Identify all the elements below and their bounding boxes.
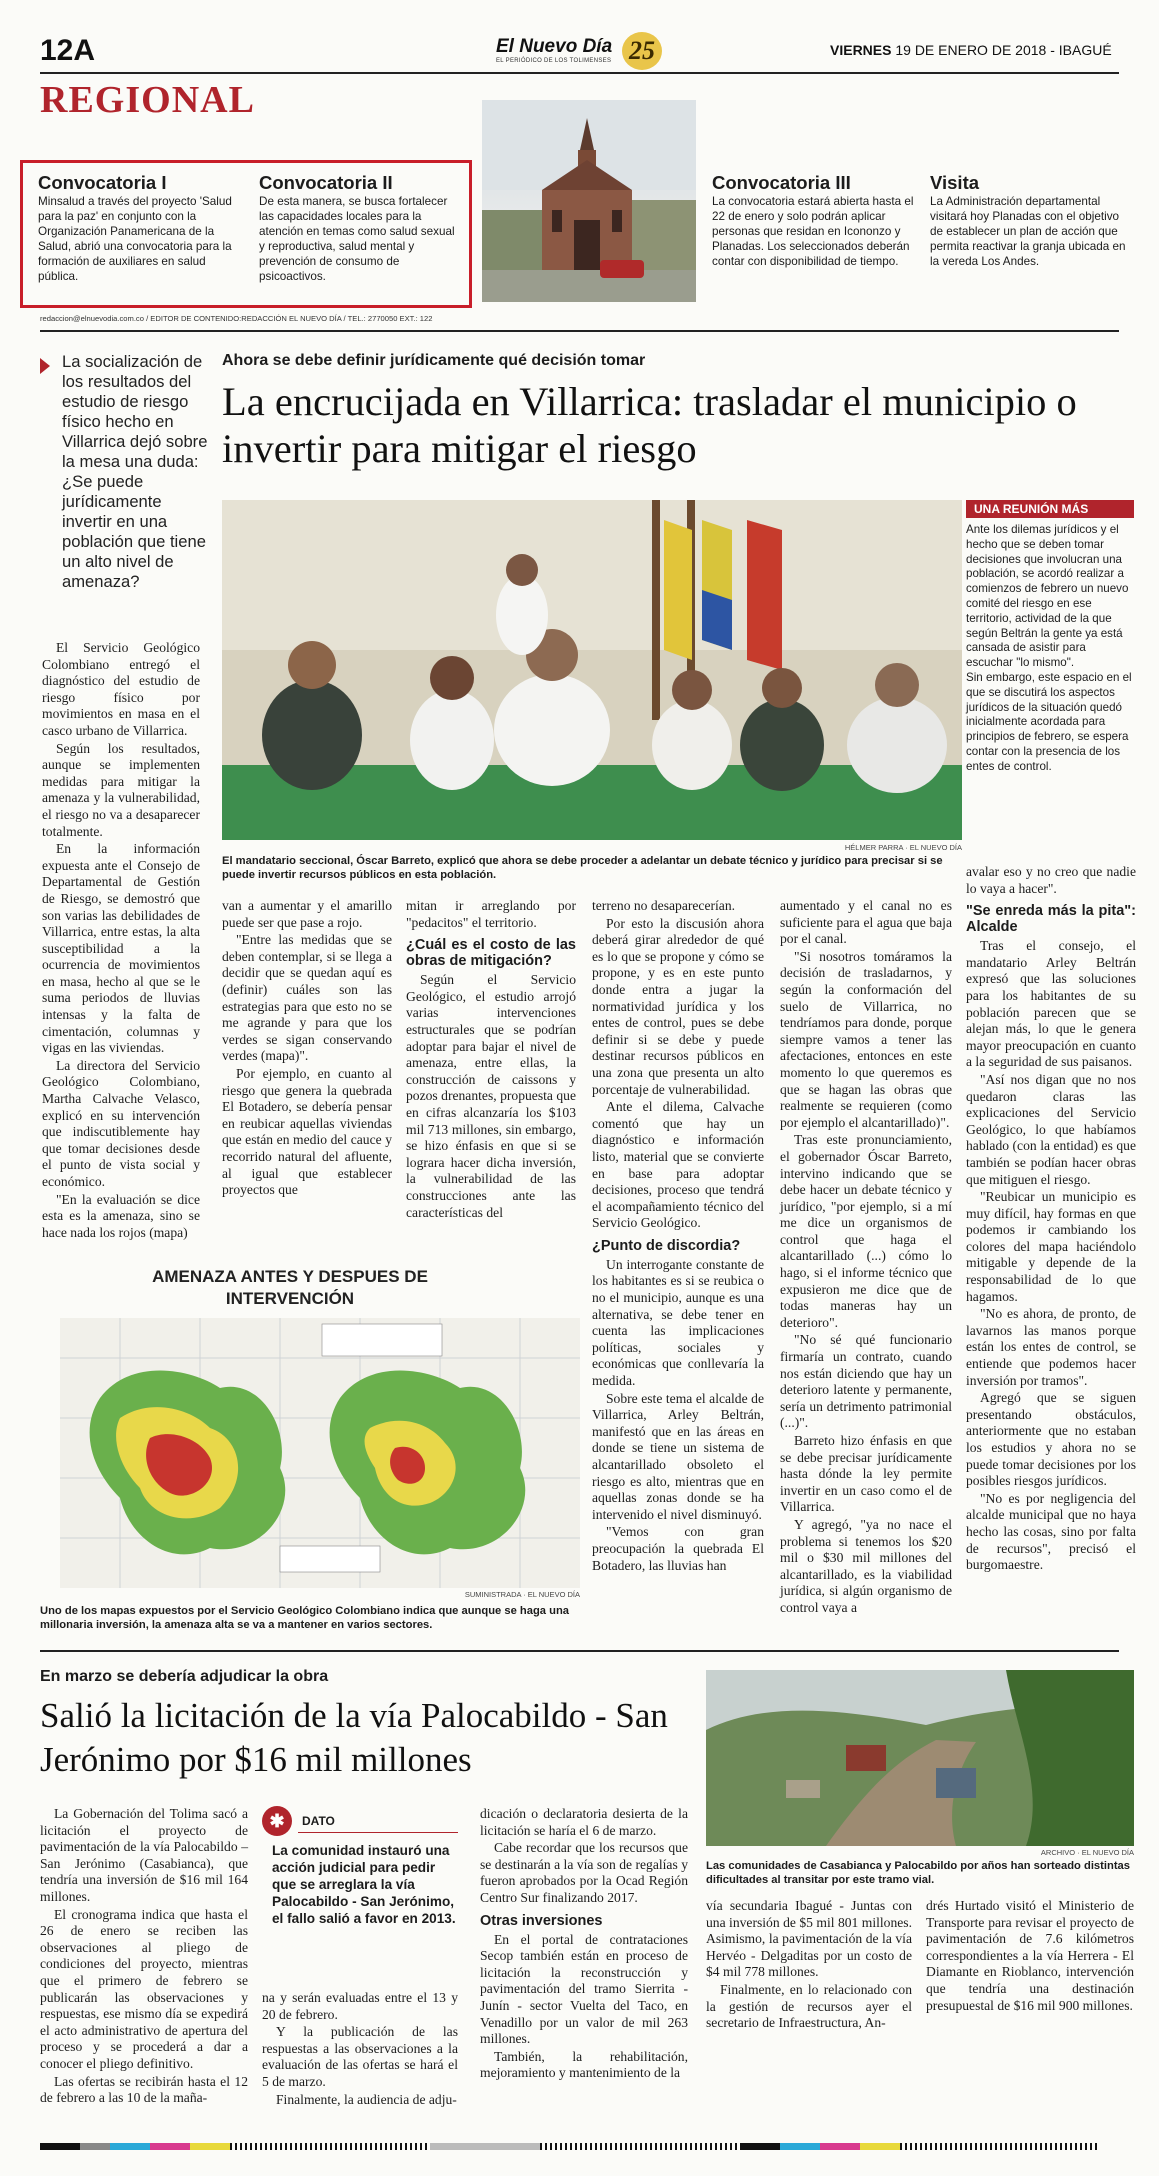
map-credit: SUMINISTRADA · EL NUEVO DÍA [464,1590,580,1599]
story1-headline: La encrucijada en Villarrica: trasladar el municipio o invertir para mitigar el riesgo [222,379,1077,471]
meeting-photo-credit: HÉLMER PARRA · EL NUEVO DÍA [844,843,962,852]
story1-col5: aumentado y el canal no es suficiente para el agua que baja por el canal. "Si nosotros tomáramos la decisión de trasladarnos, y según la conformación del suelo de Villarrica, no tendríamos para donde, porque siempre vamos a tener las afectaciones, entonces en este momento lo que queremos es que se hagan las obras que realmente se requieren (como por ejemplo el alcantarillado)". Tras este pronunciamiento, el gobernador Óscar Barreto, intervino indicando que se debe hacer un debate técnico y jurídico, "por ejemplo, si a mí me dice un organismos de control que haga el alcantarillado (...) cómo lo hago, si el informe técnico que expusieron me dice que de todas maneras hay un deterioro". "No sé qué funcionario firmaría un contrato, cuando nos están diciendo que hay un deterioro latente y permanente, sería un detrimento patrimonial (...)". Barreto hizo énfasis en que se debe precisar jurídicamente hasta dónde la ley permite invertir en un caso como el de Villarrica. Y agregó, "ya no nace el problema si tenemos los $20 mil o $30 mil millones del alcantarillado, es la viabilidad jurídica, si algún organismo de control vaya a [780,898,952,1615]
story1-col1: El Servicio Geológico Colombiano entregó el diagnóstico del estudio de riesgo físico por movimientos en masa en el casco urbano de Villarrica. Según los resultados, aunque se implementen medidas para mitigar la amenaza y la vulnerabilidad, el riesgo no va a desaparecer totalmente. En la información expuesta ante el Consejo de Departamental de Gestión de Riesgo, se demostró que son varias las debilidades de Villarrica, entre estas, la alta susceptibilidad a la ocurrencia de movimientos en masa, hecho al que se le suma periodos de lluvias intensas y la falta de cimentación, columnas y vigas en las viviendas. La directora del Servicio Geológico Colombiano, Martha Calvache Velasco, explicó en su intervención que indiscutiblemente hay que tomar decisiones desde el punto de vista social y económico. "En la evaluación se dice esta es la amenaza, sino se hace nada los rojos (mapa) [42,640,200,1240]
story2-col4: vía secundaria Ibagué - Juntas con una inversión de $5 mil 801 millones. Asimismo, la pavimentación de la vía Hervéo - Delgaditas por un costo de $4 mil 778 millones. Finalmente, en lo relacionado con la gestión de recursos ayer el secretario de Infraestructura, An- [706,1898,912,2031]
story1-summary: La socialización de los resultados del estudio de riesgo físico hecho en Villarrica dejó sobre la mesa una duda: ¿Se puede jurídicamente invertir en una población que tiene un alto nivel de amenaza? [40,352,210,592]
story1-col4: terreno no desaparecerían. Por esto la discusión ahora deberá girar alrededor de qué es lo que se propone y cómo se propone, y es en este punto donde entra a jugar la normatividad jurídica y los entes de control, pues se debe definir si se debe y puede destinar recursos públicos en una zona que presenta un alto porcentaje de vulnerabilidad. Ante el dilema, Calvache comentó que hay un diagnóstico e información listo, material que se convierte en base para adoptar decisiones, proceso que tendrá el acompañamiento técnico del Servicio Geológico. ¿Punto de discordia? Un interrogante constante de los habitantes es si se reubica o no el municipio, aunque es una alternativa, se debe tener en cuenta las implicaciones políticas, sociales y económicas que conllevaría la medida. Sobre este tema el alcalde de Villarrica, Arley Beltrán, manifestó que en las áreas en donde se tiene un sistema de alcantarillado obsoleto el riesgo es alto, mientras que en aquellas zonas donde se ha intervenido el nivel disminuyó. "Vemos con gran preocupación la quebrada El Botadero, las lluvias han [592,898,764,1573]
contact-line: redaccion@elnuevodia.com.co / EDITOR DE CONTENIDO:REDACCIÓN EL NUEVO DÍA / TEL.: 2770050 EXT.: 122 [40,314,433,323]
story2-kicker: En marzo se debería adjudicar la obra [40,1668,329,1685]
sidebar-box: Ante los dilemas jurídicos y el hecho que se deben tomar decisiones que involucran una población, se acordó realizar a comienzos de febrero un nuevo comité del riesgo en ese territorio, actividad de la que según Beltrán la gente ya está cansada de asistir para escuchar "lo mismo". Sin embargo, este espacio en el que se discutirá los aspectos jurídicos de la situación quedó inicialmente acordada para principios de febrero, se espera contar con la presencia de los entes de control. [966,523,1132,773]
brief-convocatoria-3: Convocatoria III La convocatoria estará abierta hasta el 22 de enero y solo podrán aplicar personas que residan en Icononzo y Planadas. Los seleccionados deberán contar con disponibilidad de tiempo. [712,172,914,268]
section-title: REGIONAL [40,79,255,121]
issue-date: VIERNES 19 DE ENERO DE 2018 - IBAGUÉ [830,42,1112,58]
story1-col3: mitan ir arreglando por "pedacitos" el territorio. ¿Cuál es el costo de las obras de mitigación? Según el Servicio Geológico, el estudio arrojó varias intervenciones estructurales que se podrían adoptar para bajar el nivel de amenaza, entre ellas, la construcción de caissons y pozos drenantes, propuesta que en cifras alcanzaría los $103 mil 713 millones, sin embargo, se hizo énfasis en que si se lograra hacer dicha inversión, la vulnerabilidad de las construcciones ante las características del [406,898,576,1220]
summary-marker [40,358,50,374]
dato-box: ✱ DATO La comunidad instauró una acción judicial para pedir que se arreglara la vía Palocabildo - San Jerónimo, el fallo salió a favor en 2013. [262,1806,458,1976]
meeting-photo-caption: El mandatario seccional, Óscar Barreto, explicó que ahora se debe proceder a adelantar un debate técnico y jurídico para precisar si se puede invertir recursos públicos en esta población. [222,855,943,881]
threat-maps [60,1318,580,1588]
brief-visita: Visita La Administración departamental visitará hoy Planadas con el objetivo de establecer un plan de acción que permita reactivar la granja ubicada en la vereda Los Andes. [930,172,1126,268]
story1-kicker: Ahora se debe definir jurídicamente qué decisión tomar [222,352,646,369]
story1-col6: avalar eso y no creo que nadie lo vaya a hacer". "Se enreda más la pita": Alcalde Tras el consejo, el mandatario Arley Beltrán expresó que las soluciones para los habitantes de su población parecen que se alejan más, lo que le genera mayor preocupación en cuanto a la seguridad de sus paisanos. "Así nos digan que no nos quedaron claras las explicaciones del Servicio Geológico, lo que habíamos hablado (con la entidad) es que también se podían hacer obras que mitiguen el riesgo. "Reubicar un municipio es muy difícil, hay formas en que podemos ir cambiando los colores del mapa haciéndolo mitigable y depende de la responsabilidad de lo que hagamos. "No es ahora, de pronto, de lavarnos las manos porque están los entes de control, se entiende que podemos hacer inversión por tramos". Agregó que se siguen presentando obstáculos, anteriormente que no estaban los estudios y ahora no se puede tomar decisiones por los posibles riesgos jurídicos. "No es por negligencia del alcalde municipal que no haya hecho las cosas, sino por falta de recursos", precisó el burgomaestre. [966,864,1136,1573]
story2-col5: drés Hurtado visitó el Ministerio de Transporte para revisar el proyecto de pavimentación de 7.6 kilómetros correspondientes a la vía Herrera - El Diamante en Rioblanco, intervención que tendría una destinación presupuestal de $16 mil 900 millones. [926,1898,1134,2013]
dato-icon: ✱ [262,1806,292,1836]
brief-convocatoria-2: Convocatoria II De esta manera, se busca fortalecer las capacidades locales para la atención en temas como salud sexual y reproductiva, salud mental y prevención de consumo de psicoactivos. [259,172,455,283]
road-photo-credit: ARCHIVO · EL NUEVO DÍA [1040,1848,1134,1857]
story2-col3: dicación o declaratoria desierta de la licitación se haría el 6 de marzo. Cabe recordar que los recursos que se destinarán a la vía son de regalías y fueron aprobados por la Ocad Región Centro Sur finalizando 2017. Otras inversiones En el portal de contrataciones Secop también están en proceso de licitación la reconstrucción y pavimentación del tramo Sierrita - Junín - sector Vuelta del Taco, en Venadillo por un valor de mil 263 millones. También, la rehabilitación, mejoramiento y mantenimiento de la [480,1806,688,2081]
registration-bar [40,2140,1119,2150]
church-photo [482,100,696,302]
page-number: 12A [40,34,96,67]
brief-convocatoria-1: Convocatoria I Minsalud a través del proyecto 'Salud para la paz' en conjunto con la Organización Panamericana de la Salud, abrió una convocatoria para la formación de auxiliares en salud pública. [38,172,232,283]
story2-col1: La Gobernación del Tolima sacó a licitación el proyecto de pavimentación de la vía Palocabildo – San Jerónimo (Casabianca), que tendría una inversión de $16 mil 164 millones. El cronograma indica que hasta el 26 de enero se reciben las observaciones al pliego de condiciones del proyecto, mientras que el primero de febrero se publicarán las observaciones y respuestas, ese mismo día se expedirá el acto administrativo de apertura del proceso y se procederá a dar a conocer el pliego definitivo. Las ofertas se recibirán hasta el 12 de febrero a las 10 de la maña- [40,1806,248,2106]
road-photo-caption: Las comunidades de Casabianca y Palocabildo por años han sorteado distintas dificultades al transitar por este tramo vial. [706,1860,1130,1886]
story1-col2: van a aumentar y el amarillo puede ser que pase a rojo. "Entre las medidas que se deben contemplar, si se llega a decidir que se quedan aquí es (definir) cuáles son las estrategias para que esto no se me agrande y para que los verdes se sigan conservando verdes (mapa)". Por ejemplo, en cuanto al riesgo que genera la quebrada El Botadero, se debería pensar en reubicar aquellas viviendas que están en medio del cauce y recorrido natural del afluente, al igual que establecer proyectos que [222,898,392,1198]
map-caption: Uno de los mapas expuestos por el Servicio Geológico Colombiano indica que aunque se haga una millonaria inversión, la amenaza alta se va a mantener en varios sectores. [40,1605,570,1631]
sidebar-label: UNA REUNIÓN MÁS [966,500,1134,518]
meeting-photo [222,500,962,840]
story2-col2: na y serán evaluadas entre el 13 y 20 de febrero. Y la publicación de las respuestas a las observaciones a la evaluación de las ofertas se hará el 5 de marzo. Finalmente, la audiencia de adju- [262,1990,458,2107]
story2-headline: Salió la licitación de la vía Palocabildo - San Jerónimo por $16 mil millones [40,1696,668,1779]
logo-tagline: EL PERIÓDICO DE LOS TOLIMENSES [496,58,612,64]
map-title: AMENAZA ANTES Y DESPUES DE INTERVENCIÓN [152,1267,428,1308]
masthead-logo [496,36,696,68]
road-photo [706,1670,1134,1846]
anniversary-badge: 25 [622,32,662,70]
logo-name: El Nuevo Día [496,36,613,57]
